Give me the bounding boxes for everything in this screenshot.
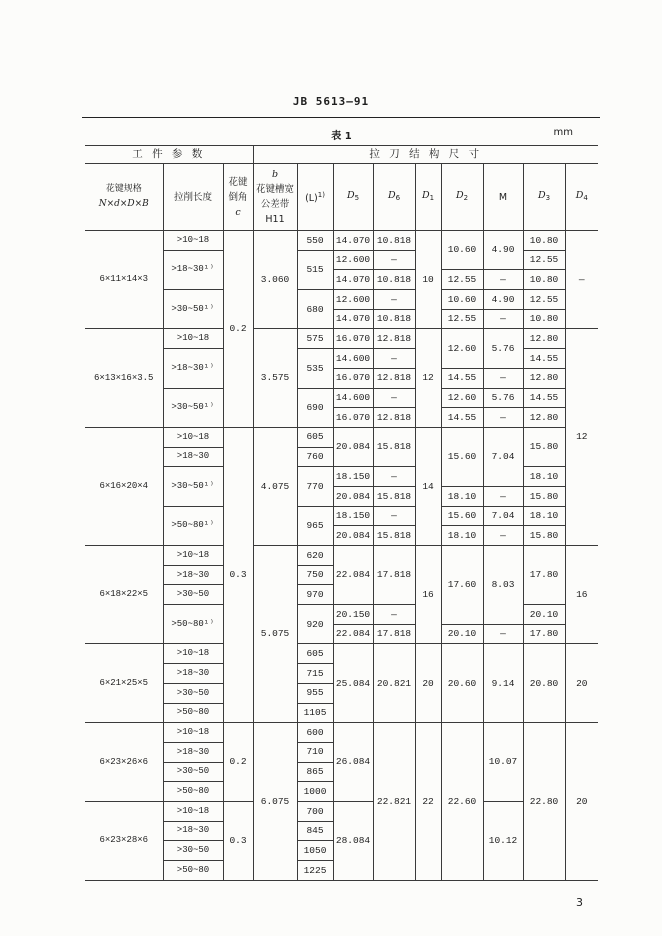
cell-D3: 18.10 [523,467,565,487]
cell-D2: 10.60 [441,290,483,310]
cell-spec: 6×18×22×5 [85,546,163,644]
cell-D4: 20 [565,644,598,723]
cell-len: >18~30¹⁾ [163,349,223,388]
header-broach-dimensions: 拉 刀 结 构 尺 寸 [253,146,598,164]
cell-L: 1225 [297,861,333,881]
cell-D2: 20.10 [441,624,483,644]
cell-M: 5.76 [483,329,523,368]
cell-spec: 6×13×16×3.5 [85,329,163,427]
table-body [85,231,598,881]
cell-D6: — [373,506,415,526]
cell-D6: 12.818 [373,329,415,349]
cell-len: >18~30¹⁾ [163,250,223,289]
cell-L: 1000 [297,782,333,802]
cell-L: 680 [297,290,333,329]
cell-D3: 15.80 [523,427,565,466]
cell-D6: — [373,349,415,369]
header-D6 [373,164,415,231]
cell-L: 750 [297,565,333,585]
cell-D2: 15.60 [441,427,483,486]
header-L-symbol: (L) [305,193,318,204]
cell-len: >18~30 [163,742,223,762]
cell-D5: 14.600 [333,349,373,369]
cell-L: 865 [297,762,333,782]
cell-D4: 12 [565,329,598,546]
cell-D1: 22 [415,723,441,881]
cell-D3: 20.80 [523,644,565,723]
cell-M: — [483,486,523,506]
document-code: JB 5613—91 [292,95,370,108]
cell-D2: 10.60 [441,231,483,270]
cell-L: 1105 [297,703,333,723]
table-row [85,427,598,447]
cell-M: 7.04 [483,427,523,486]
cell-D2: 17.60 [441,546,483,625]
cell-len: >50~80 [163,782,223,802]
cell-chamfer: 0.3 [223,427,253,722]
cell-L: 920 [297,605,333,644]
cell-D3: 10.80 [523,270,565,290]
cell-len: >10~18 [163,546,223,566]
cell-D6: 10.818 [373,231,415,251]
cell-spec: 6×16×20×4 [85,427,163,545]
cell-D5: 14.070 [333,231,373,251]
cell-D5: 16.070 [333,408,373,428]
cell-M: — [483,624,523,644]
header-slot-label-2: 公差带 [260,199,290,210]
cell-len: >10~18 [163,427,223,447]
cell-D2: 12.55 [441,270,483,290]
cell-M: — [483,408,523,428]
cell-D1: 12 [415,329,441,427]
cell-len: >10~18 [163,644,223,664]
page-number: 3 [576,896,583,909]
cell-L: 575 [297,329,333,349]
cell-D1: 20 [415,644,441,723]
cell-D2: 22.60 [441,723,483,881]
cell-D5: 22.084 [333,624,373,644]
cell-len: >30~50 [163,762,223,782]
cell-L: 770 [297,467,333,506]
header-D3-sub: 3 [545,194,551,202]
cell-len: >50~80¹⁾ [163,506,223,545]
cell-D3: 14.55 [523,388,565,408]
cell-D2: 12.60 [441,329,483,368]
header-workpiece-params: 工 件 参 数 [85,146,253,164]
cell-len: >50~80 [163,861,223,881]
header-broach-length-label: 拉削长度 [173,191,212,203]
header-chamfer-label-1: 花键 [228,176,248,188]
header-D2 [441,164,483,231]
cell-M: 7.04 [483,506,523,526]
cell-M: 5.76 [483,388,523,408]
table-row [85,801,598,821]
cell-len: >30~50 [163,585,223,605]
cell-D3: 14.55 [523,349,565,369]
cell-D6: 22.821 [373,723,415,881]
header-D2-sub: 2 [463,194,469,202]
cell-L: 605 [297,427,333,447]
cell-M: 4.90 [483,231,523,270]
cell-D6: 15.818 [373,526,415,546]
cell-b: 3.575 [253,329,297,427]
cell-D5: 20.084 [333,486,373,506]
table-column-header-row [85,164,598,231]
cell-len: >30~50 [163,683,223,703]
header-D5-symbol: D [346,190,355,201]
cell-D6: 17.818 [373,624,415,644]
cell-M: 4.90 [483,290,523,310]
table-row [85,329,598,349]
cell-M: — [483,309,523,329]
cell-len: >10~18 [163,801,223,821]
cell-D5: 12.600 [333,250,373,270]
cell-D2: 18.10 [441,486,483,506]
cell-L: 690 [297,388,333,427]
cell-D6: — [373,467,415,487]
header-spline-spec [85,164,163,231]
cell-len: >10~18 [163,231,223,251]
cell-L: 845 [297,821,333,841]
header-D3-symbol: D [537,190,546,201]
cell-D2: 14.55 [441,408,483,428]
cell-D3: 10.80 [523,309,565,329]
cell-len: >18~30 [163,447,223,467]
cell-D2: 20.60 [441,644,483,723]
table-row [85,723,598,743]
cell-D5: 18.150 [333,506,373,526]
table-row [85,546,598,566]
header-slot-label-1: 花键槽宽 [256,184,295,195]
cell-len: >30~50¹⁾ [163,388,223,427]
header-D5-sub: 5 [354,194,360,202]
header-slot-width [253,164,297,231]
cell-D4: 20 [565,723,598,881]
cell-D6: 15.818 [373,427,415,466]
header-D1 [415,164,441,231]
cell-D6: 15.818 [373,486,415,506]
cell-L: 515 [297,250,333,289]
cell-L: 955 [297,683,333,703]
header-D4 [565,164,598,231]
cell-D5: 25.084 [333,644,373,723]
cell-D5: 20.150 [333,605,373,625]
header-slot-symbol: b [271,169,279,180]
cell-len: >18~30 [163,565,223,585]
cell-D6: 12.818 [373,368,415,388]
table-row [85,644,598,664]
table-head [85,146,598,231]
cell-D6: 12.818 [373,408,415,428]
cell-b: 4.075 [253,427,297,545]
cell-L: 600 [297,723,333,743]
header-broach-length [163,164,223,231]
cell-len: >30~50 [163,841,223,861]
cell-D1: 16 [415,546,441,644]
cell-b: 3.060 [253,231,297,329]
table-group-header-row [85,146,598,164]
cell-L: 550 [297,231,333,251]
header-D5 [333,164,373,231]
cell-D5: 20.084 [333,427,373,466]
cell-M: 8.03 [483,546,523,625]
header-spline-spec-label: 花键规格 [105,184,142,194]
cell-len: >10~18 [163,329,223,349]
cell-D5: 22.084 [333,546,373,605]
cell-D5: 26.084 [333,723,373,802]
cell-D2: 12.60 [441,388,483,408]
table-row [85,231,598,251]
cell-chamfer: 0.2 [223,723,253,802]
cell-L: 535 [297,349,333,388]
cell-D5: 14.600 [333,388,373,408]
cell-M: — [483,270,523,290]
cell-len: >18~30 [163,664,223,684]
header-M-symbol: M [498,191,508,203]
cell-D5: 14.070 [333,270,373,290]
cell-L: 620 [297,546,333,566]
cell-len: >18~30 [163,821,223,841]
header-chamfer-symbol: c [235,206,241,218]
header-D1-symbol: D [421,190,430,201]
cell-D3: 18.10 [523,506,565,526]
cell-spec: 6×23×28×6 [85,801,163,880]
cell-D6: — [373,250,415,270]
cell-D2: 14.55 [441,368,483,388]
header-spline-spec-formula: N×d×D×B [98,199,149,209]
cell-D6: 17.818 [373,546,415,605]
cell-D1: 14 [415,427,441,545]
header-L-footnote: 1) [317,191,325,199]
cell-D3: 15.80 [523,486,565,506]
header-chamfer [223,164,253,231]
cell-chamfer: 0.3 [223,801,253,880]
cell-D6: 10.818 [373,270,415,290]
cell-D2: 18.10 [441,526,483,546]
header-D6-sub: 6 [395,194,401,202]
unit-label: mm [553,127,573,138]
cell-D5: 20.084 [333,526,373,546]
header-D3 [523,164,565,231]
cell-D3: 12.80 [523,329,565,349]
broach-dimension-table [85,145,598,881]
cell-L: 970 [297,585,333,605]
cell-L: 710 [297,742,333,762]
cell-b: 6.075 [253,723,297,881]
cell-chamfer: 0.2 [223,231,253,428]
cell-L: 715 [297,664,333,684]
cell-M: 10.07 [483,723,523,802]
cell-D2: 12.55 [441,309,483,329]
header-L [297,164,333,231]
cell-D1: 10 [415,231,441,329]
cell-D5: 28.084 [333,801,373,880]
header-M [483,164,523,231]
cell-len: >50~80 [163,703,223,723]
cell-M: — [483,526,523,546]
cell-D5: 16.070 [333,329,373,349]
cell-D5: 12.600 [333,290,373,310]
cell-D6: 10.818 [373,309,415,329]
cell-L: 700 [297,801,333,821]
cell-M: — [483,368,523,388]
header-D4-symbol: D [575,190,584,201]
header-D4-sub: 4 [583,194,588,202]
header-slot-label-3: H11 [265,214,285,225]
cell-D4: 16 [565,546,598,644]
cell-len: >30~50¹⁾ [163,467,223,506]
cell-len: >30~50¹⁾ [163,290,223,329]
cell-D6: 20.821 [373,644,415,723]
cell-D6: — [373,290,415,310]
header-D2-symbol: D [455,190,464,201]
header-chamfer-label-2: 倒角 [228,191,248,203]
cell-len: >50~80¹⁾ [163,605,223,644]
cell-L: 965 [297,506,333,545]
cell-D3: 22.80 [523,723,565,881]
cell-D3: 15.80 [523,526,565,546]
cell-D3: 10.80 [523,231,565,251]
cell-L: 760 [297,447,333,467]
cell-D6: — [373,605,415,625]
cell-D5: 18.150 [333,467,373,487]
cell-D5: 16.070 [333,368,373,388]
cell-D3: 20.10 [523,605,565,625]
cell-spec: 6×21×25×5 [85,644,163,723]
cell-D3: 12.80 [523,408,565,428]
cell-b: 5.075 [253,546,297,723]
cell-L: 1050 [297,841,333,861]
cell-spec: 6×11×14×3 [85,231,163,329]
cell-len: >10~18 [163,723,223,743]
cell-D4: — [565,231,598,329]
cell-M: 10.12 [483,801,523,880]
cell-spec: 6×23×26×6 [85,723,163,802]
header-rule [82,117,600,118]
table-caption: 表 1 [331,131,352,142]
cell-D3: 17.80 [523,546,565,605]
cell-D2: 15.60 [441,506,483,526]
cell-D3: 12.55 [523,250,565,270]
cell-D3: 12.55 [523,290,565,310]
cell-L: 605 [297,644,333,664]
cell-D5: 14.070 [333,309,373,329]
cell-M: 9.14 [483,644,523,723]
cell-D3: 12.80 [523,368,565,388]
cell-D3: 17.80 [523,624,565,644]
header-D6-symbol: D [387,190,396,201]
cell-D6: — [373,388,415,408]
header-D1-sub: 1 [429,194,435,202]
